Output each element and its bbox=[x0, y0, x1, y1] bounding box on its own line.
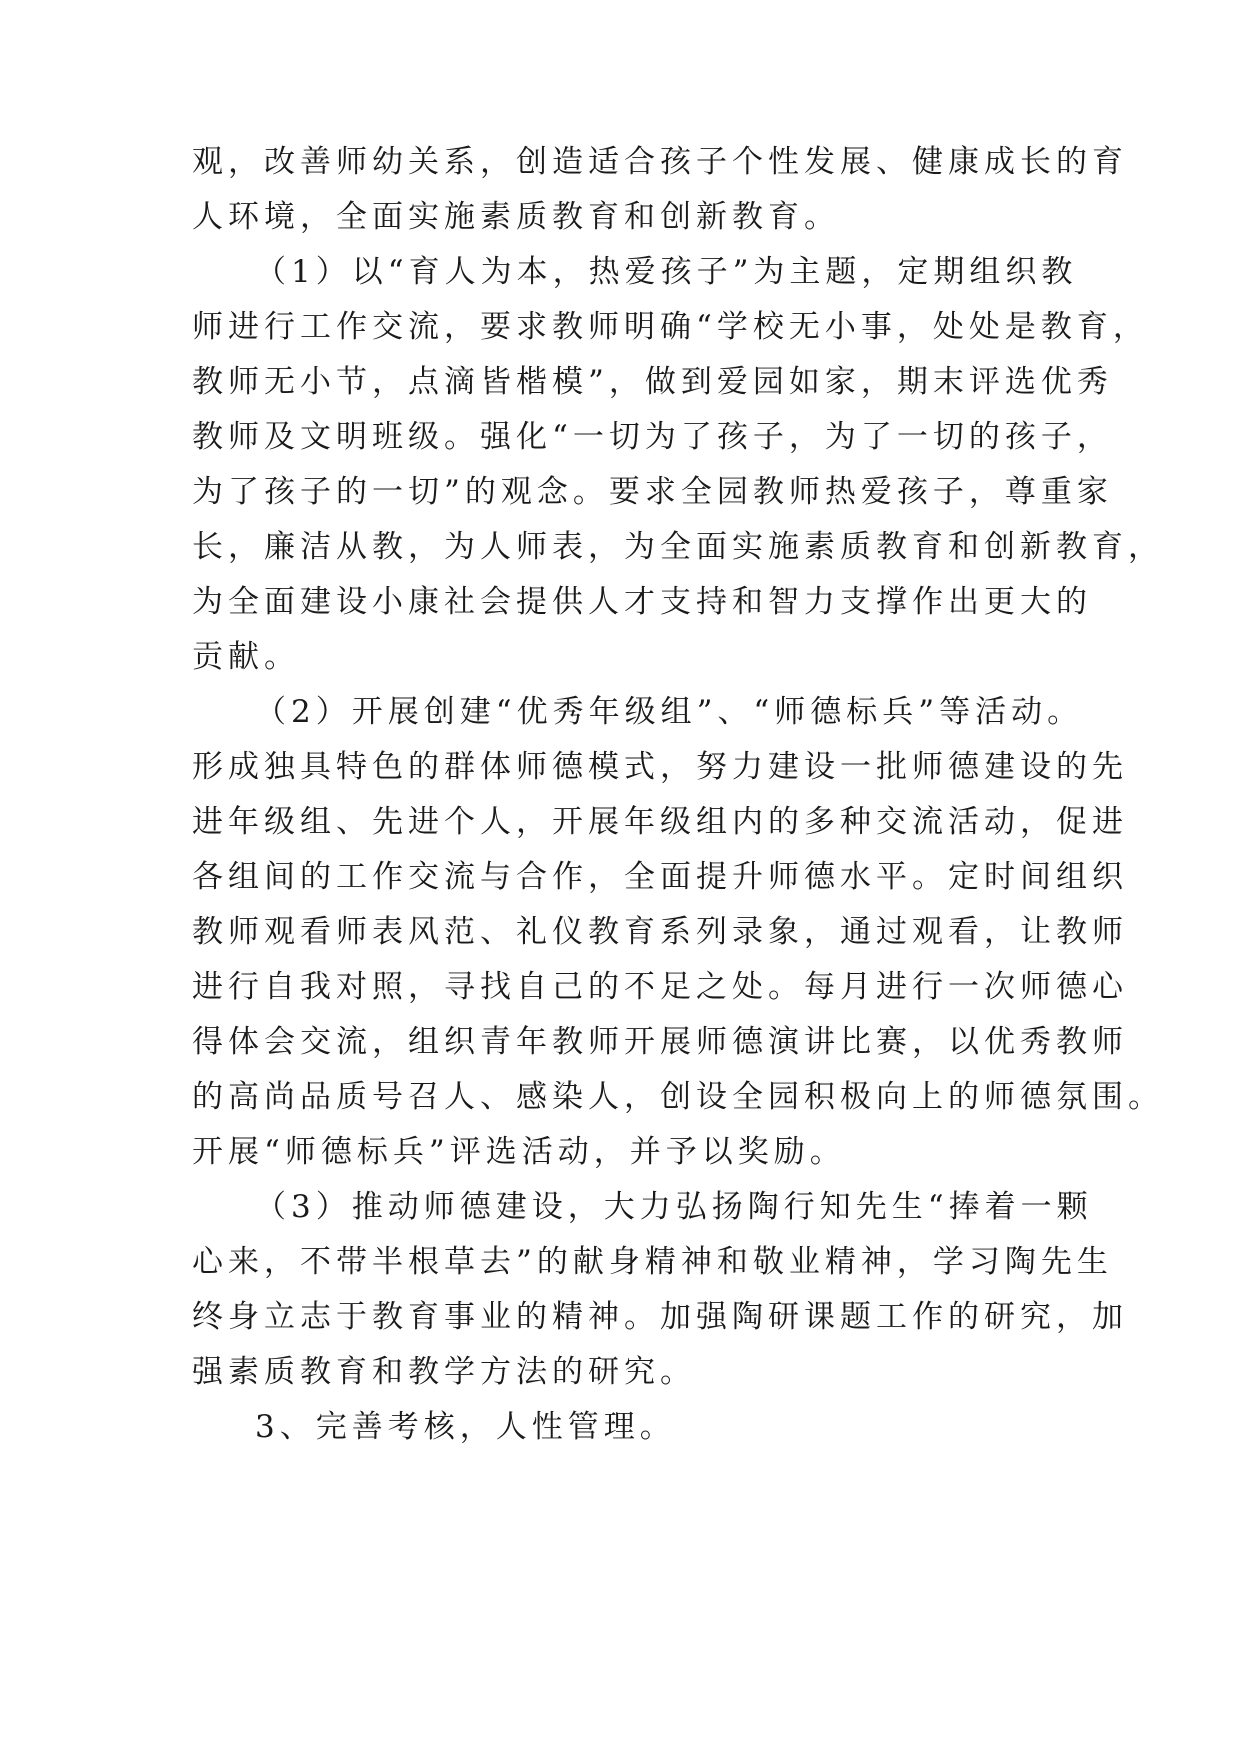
text-line: 终身立志于教育事业的精神。加强陶研课题工作的研究，加 bbox=[192, 1299, 1128, 1335]
text-line: 开展“师德标兵”评选活动，并予以奖励。 bbox=[192, 1134, 846, 1170]
text-line: 长，廉洁从教，为人师表，为全面实施素质教育和创新教育， bbox=[192, 529, 1164, 565]
text-line: 观，改善师幼关系，创造适合孩子个性发展、健康成长的育 bbox=[192, 144, 1128, 180]
text-line: 进年级组、先进个人，开展年级组内的多种交流活动，促进 bbox=[192, 804, 1128, 840]
text-line: （2）开展创建“优秀年级组”、“师德标兵”等活动。 bbox=[255, 694, 1084, 730]
text-line: 教师及文明班级。强化“一切为了孩子，为了一切的孩子， bbox=[192, 419, 1113, 455]
text-line: 的高尚品质号召人、感染人，创设全园积极向上的师德氛围。 bbox=[192, 1079, 1164, 1115]
text-line: （3）推动师德建设，大力弘扬陶行知先生“捧着一颗 bbox=[255, 1189, 1093, 1225]
text-line: 人环境，全面实施素质教育和创新教育。 bbox=[192, 199, 840, 235]
text-line: 心来，不带半根草去”的献身精神和敬业精神，学习陶先生 bbox=[192, 1244, 1113, 1280]
text-line: 得体会交流，组织青年教师开展师德演讲比赛，以优秀教师 bbox=[192, 1024, 1128, 1060]
text-line: 教师观看师表风范、礼仪教育系列录象，通过观看，让教师 bbox=[192, 914, 1128, 950]
text-line: 形成独具特色的群体师德模式，努力建设一批师德建设的先 bbox=[192, 749, 1128, 785]
text-line: 教师无小节，点滴皆楷模”，做到爱园如家，期末评选优秀 bbox=[192, 364, 1113, 400]
text-line: 强素质教育和教学方法的研究。 bbox=[192, 1354, 696, 1390]
text-line: 进行自我对照，寻找自己的不足之处。每月进行一次师德心 bbox=[192, 969, 1128, 1005]
text-line: 为了孩子的一切”的观念。要求全园教师热爱孩子，尊重家 bbox=[192, 474, 1113, 510]
section-heading: 3、完善考核，人性管理。 bbox=[255, 1409, 676, 1445]
text-line: 贡献。 bbox=[192, 639, 300, 675]
text-line: （1）以“育人为本，热爱孩子”为主题，定期组织教 bbox=[255, 254, 1078, 290]
text-line: 师进行工作交流，要求教师明确“学校无小事，处处是教育， bbox=[192, 309, 1149, 345]
text-line: 各组间的工作交流与合作，全面提升师德水平。定时间组织 bbox=[192, 859, 1128, 895]
text-line: 为全面建设小康社会提供人才支持和智力支撑作出更大的 bbox=[192, 584, 1092, 620]
